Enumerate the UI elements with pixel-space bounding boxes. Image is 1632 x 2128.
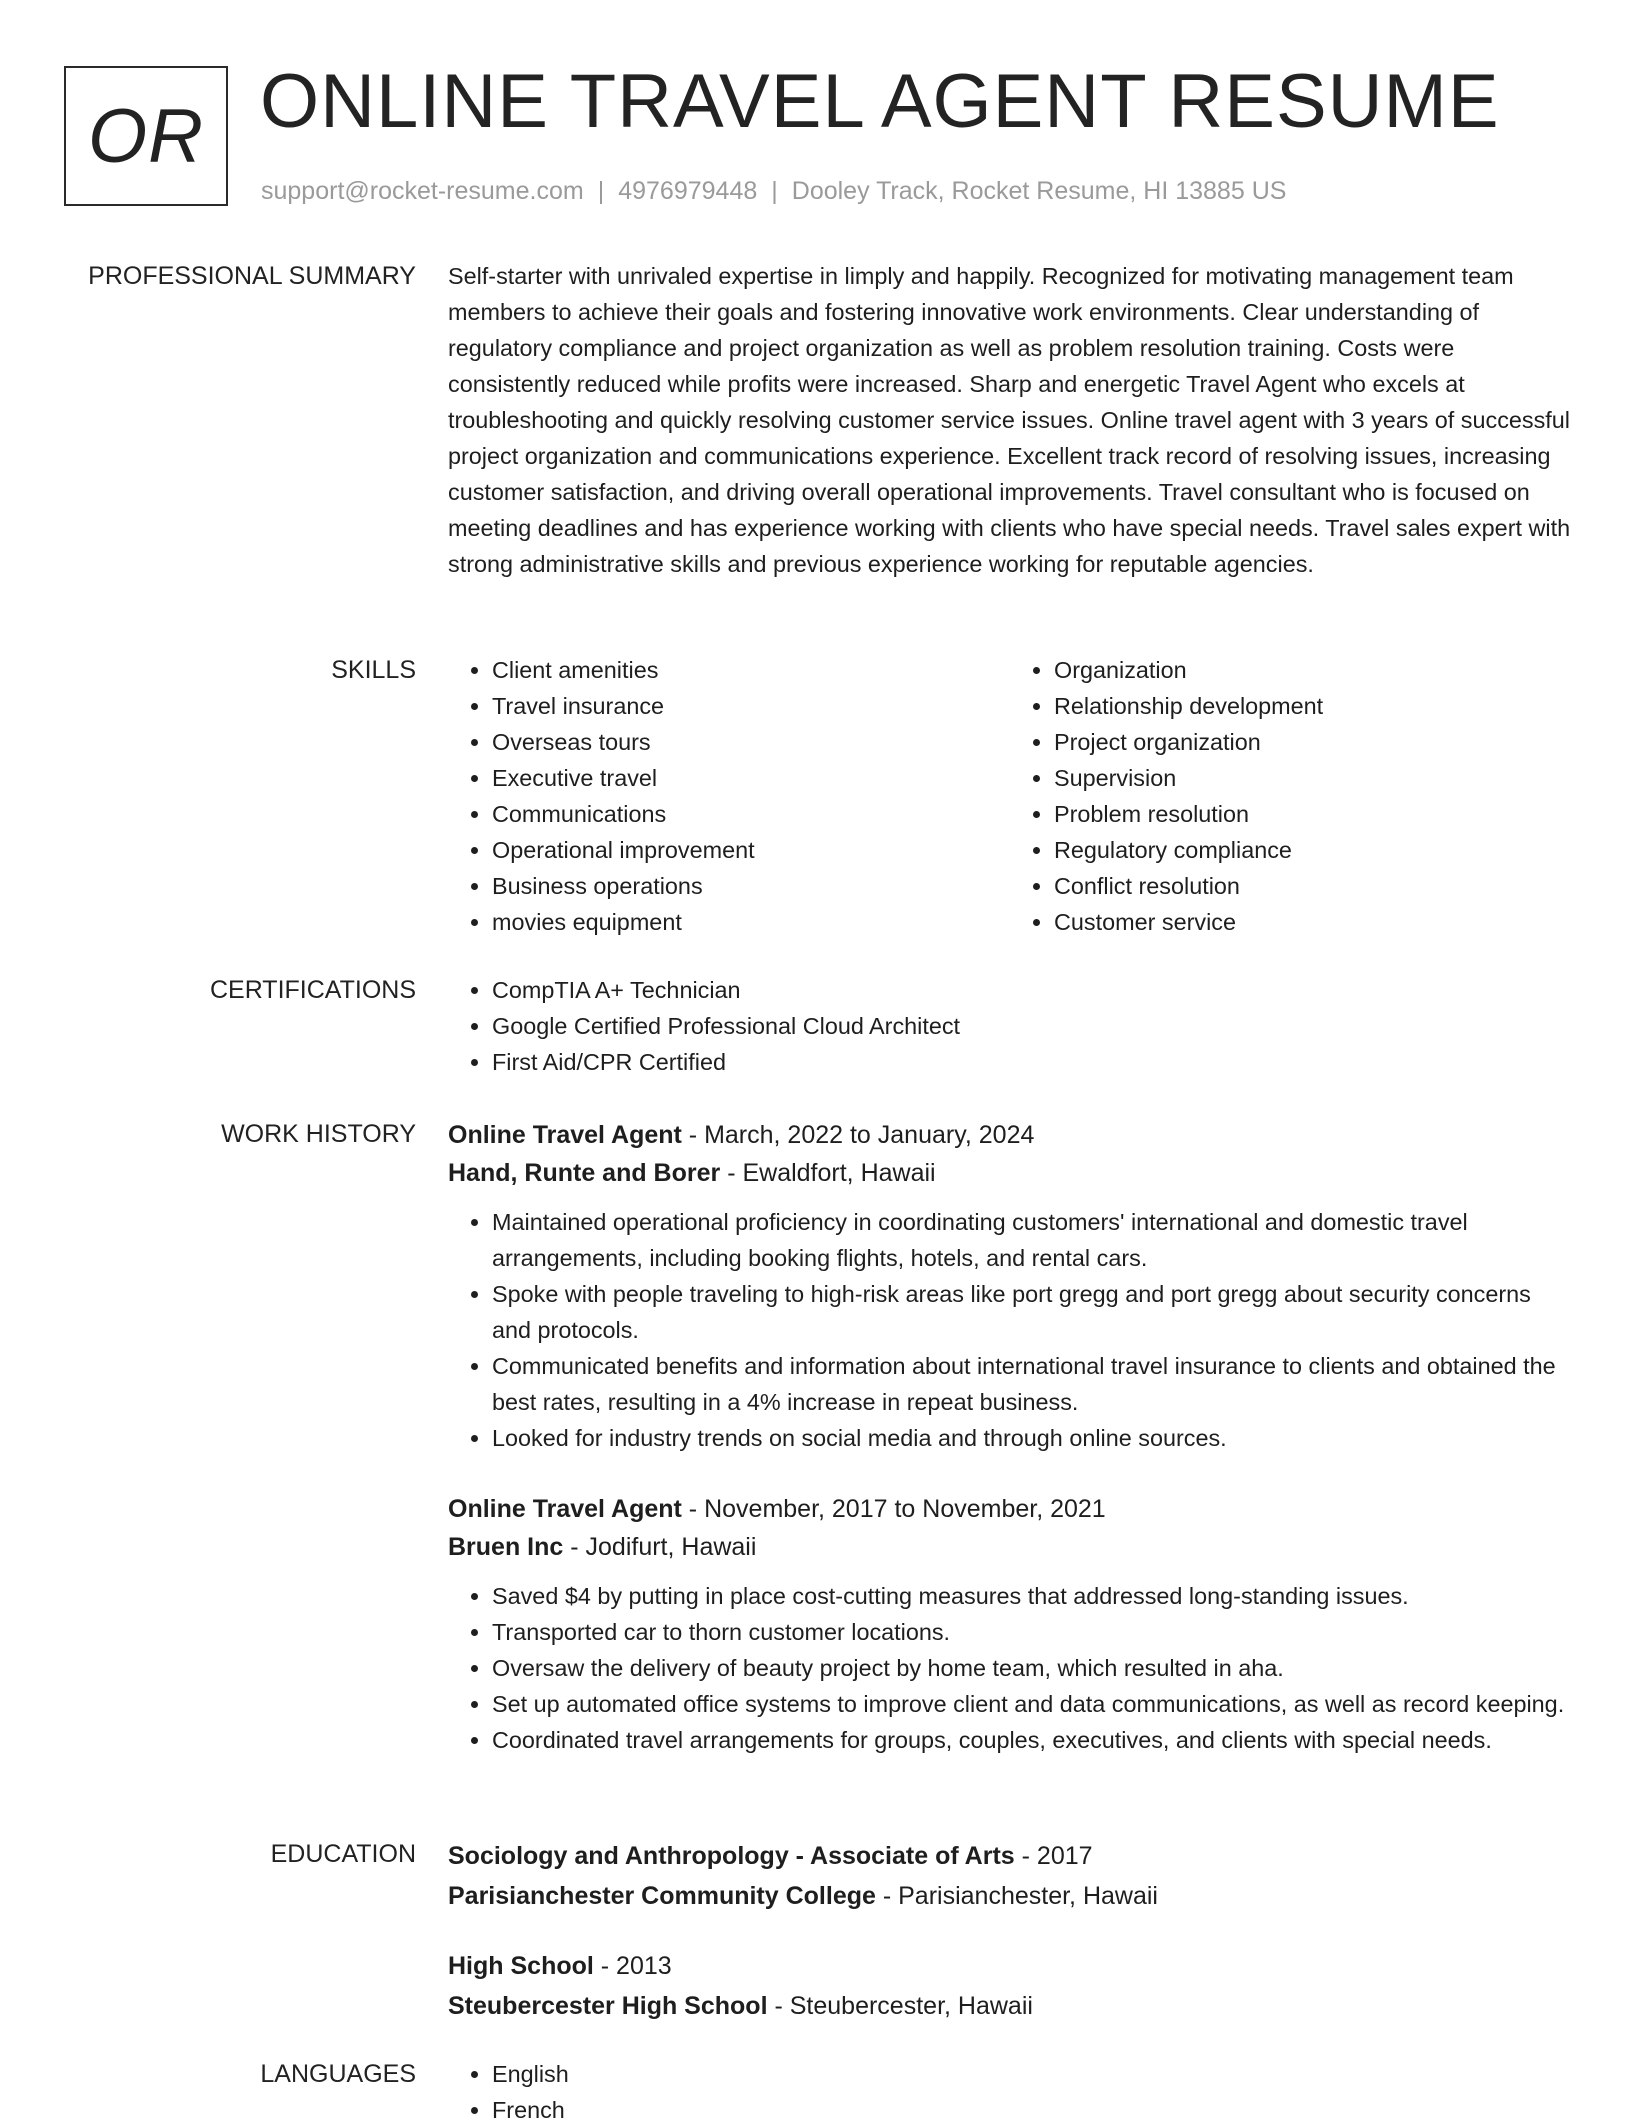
section-label-education: EDUCATION [270,1840,416,1868]
job-entry [448,1116,1572,1456]
certification-item: • Google Certified Professional Cloud Architect [492,1008,1572,1044]
job-bullet: • Saved $4 by putting in place cost-cutting measures that addressed long-standing issues. [492,1578,1572,1614]
certification-item: • First Aid/CPR Certified [492,1044,1572,1080]
skill-item: • Organization [1054,652,1572,688]
education-school: Steubercester High School [448,1992,768,2020]
skill-item: • Problem resolution [1054,796,1572,832]
skill-item: • Operational improvement [492,832,1010,868]
job-bullet: • Transported car to thorn customer locations. [492,1614,1572,1650]
education-degree: High School [448,1952,594,1980]
education-location: - Parisianchester, Hawaii [875,1882,1158,1910]
job-bullet-list [448,1204,1572,1456]
education-school-line [448,1986,1572,2026]
education-degree: Sociology and Anthropology - Associate of Arts [448,1842,1015,1870]
job-dates: - November, 2017 to November, 2021 [681,1495,1106,1523]
section-label-work-history: WORK HISTORY [221,1120,416,1148]
monogram-badge [64,66,228,206]
job-bullet: • Set up automated office systems to improve client and data communications, as well as record keeping. [492,1686,1572,1722]
certification-item: • CompTIA A+ Technician [492,972,1572,1008]
education-degree-line [448,1836,1572,1876]
job-bullet: • Looked for industry trends on social media and through online sources. [492,1420,1572,1456]
section-label-languages: LANGUAGES [260,2060,416,2088]
skill-item: • Business operations [492,868,1010,904]
job-dates: - March, 2022 to January, 2024 [681,1121,1035,1149]
skill-item: • Overseas tours [492,724,1010,760]
education-body [448,1836,1572,2026]
contact-line [261,174,1286,208]
skill-item: • Travel insurance [492,688,1010,724]
contact-address: Dooley Track, Rocket Resume, HI 13885 US [791,177,1287,205]
job-title-line [448,1116,1572,1154]
contact-separator: | [771,177,778,205]
skill-item: • movies equipment [492,904,1010,940]
skills-columns [448,652,1572,940]
summary-text: Self-starter with unrivaled expertise in limply and happily. Recognized for motivating management team members to achieve their goals and fostering innovative work environments. Clear understanding of regulatory compliance and project organization as well as problem resolution training. Costs were consistently reduced while profits were increased. Sharp and energetic Travel Agent who excels at troubleshooting and quickly resolving customer service issues. Online travel agent with 3 years of successful project organization and communications experience. Excellent track record of resolving issues, increasing customer satisfaction, and driving overall operational improvements. Travel consultant who is focused on meeting deadlines and has experience working with clients who have special needs. Travel sales expert with strong administrative skills and previous experience working for reputable agencies. [448,263,1571,577]
skill-item: • Customer service [1054,904,1572,940]
language-item: • English [492,2056,1572,2092]
job-bullet-list [448,1578,1572,1758]
section-label-certifications: CERTIFICATIONS [209,976,416,1004]
education-entry [448,1946,1572,2026]
skill-item: • Project organization [1054,724,1572,760]
education-year: - 2017 [1014,1842,1093,1870]
section-label-skills: SKILLS [331,656,416,684]
job-title: Online Travel Agent [448,1121,682,1149]
job-title-line [448,1490,1572,1528]
skill-item: • Conflict resolution [1054,868,1572,904]
languages-list [448,2056,1572,2128]
skill-item: • Regulatory compliance [1054,832,1572,868]
skills-list-right [1010,652,1572,940]
section-label-summary: PROFESSIONAL SUMMARY [88,262,416,290]
skills-list-left [448,652,1010,940]
job-bullet: • Oversaw the delivery of beauty project by home team, which resulted in aha. [492,1650,1572,1686]
job-bullet: • Maintained operational proficiency in coordinating customers' international and domestic travel arrangements, including booking flights, hotels, and rental cars. [492,1204,1572,1276]
job-entry [448,1490,1572,1758]
work-history-body [448,1116,1572,1758]
skill-item: • Communications [492,796,1010,832]
job-bullet: • Communicated benefits and information about international travel insurance to clients and obtained the best rates, resulting in a 4% increase in repeat business. [492,1348,1572,1420]
job-company: Hand, Runte and Borer [448,1159,721,1187]
education-school: Parisianchester Community College [448,1882,876,1910]
job-company-line [448,1528,1572,1566]
contact-email[interactable]: support@rocket-resume.com [261,177,584,205]
skill-item: • Executive travel [492,760,1010,796]
education-location: - Steubercester, Hawaii [767,1992,1033,2020]
skill-item: • Relationship development [1054,688,1572,724]
job-bullet: • Spoke with people traveling to high-risk areas like port gregg and port gregg about security concerns and protocols. [492,1276,1572,1348]
contact-phone[interactable]: 4976979448 [618,177,758,205]
skill-item: • Supervision [1054,760,1572,796]
language-item: • French [492,2092,1572,2128]
resume-title: ONLINE TRAVEL AGENT RESUME [260,59,1500,144]
contact-separator: | [597,177,605,205]
monogram-initials: OR [88,93,204,179]
job-bullet: • Coordinated travel arrangements for groups, couples, executives, and clients with special needs. [492,1722,1572,1758]
certifications-body [448,972,1572,1080]
languages-body [448,2056,1572,2128]
education-year: - 2013 [593,1952,672,1980]
job-company: Bruen Inc [448,1533,564,1561]
skill-item: • Client amenities [492,652,1010,688]
certifications-list [448,972,1572,1080]
job-title: Online Travel Agent [448,1495,682,1523]
education-degree-line [448,1946,1572,1986]
job-location: - Jodifurt, Hawaii [563,1533,757,1561]
job-company-line [448,1154,1572,1192]
education-entry [448,1836,1572,1916]
job-location: - Ewaldfort, Hawaii [720,1159,936,1187]
education-school-line [448,1876,1572,1916]
